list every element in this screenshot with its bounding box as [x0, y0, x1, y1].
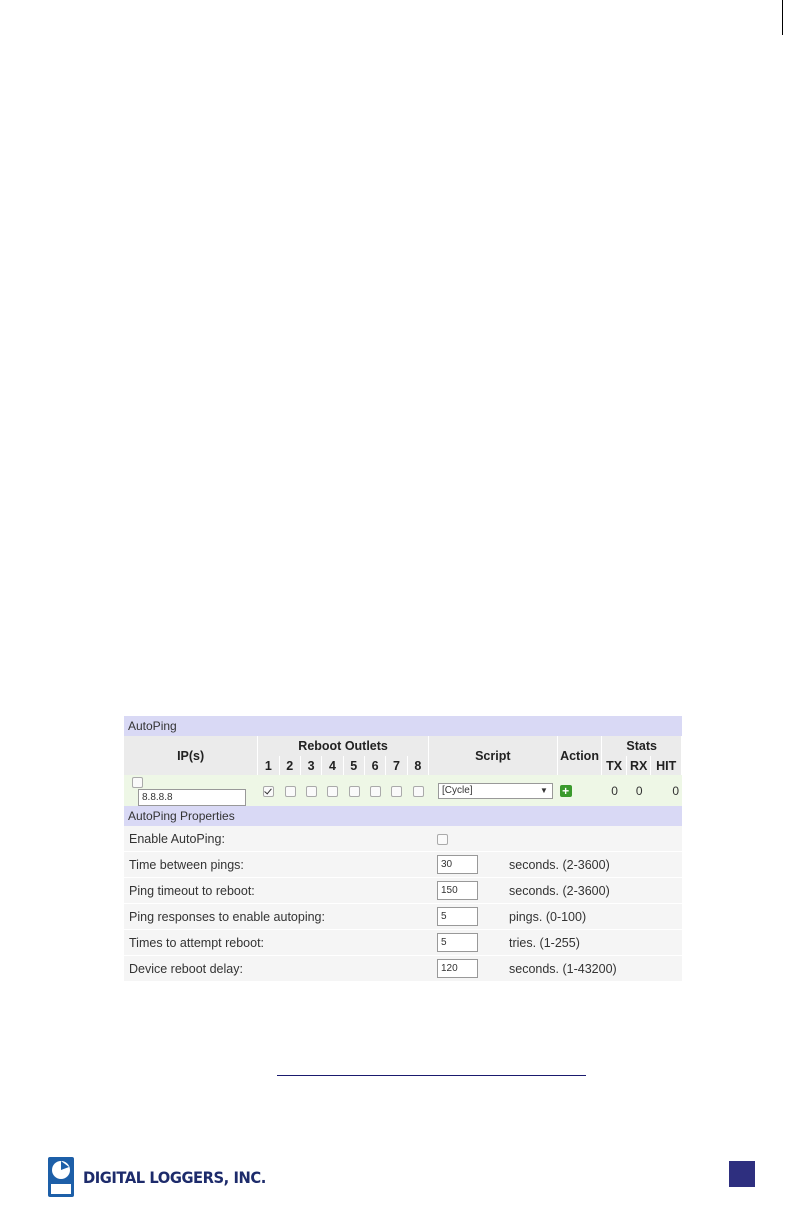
dropdown-arrow-icon: ▼	[540, 785, 548, 795]
property-unit: seconds. (2-3600)	[509, 852, 682, 878]
autoping-title: AutoPing	[124, 716, 682, 736]
property-label: Ping responses to enable autoping:	[124, 904, 437, 930]
outlet-checkbox-1[interactable]	[263, 786, 274, 797]
action-header: Action	[558, 736, 603, 775]
rx-value: 0	[627, 775, 652, 806]
script-select-value: [Cycle]	[441, 784, 473, 796]
property-label: Times to attempt reboot:	[124, 930, 437, 956]
property-label: Time between pings:	[124, 852, 437, 878]
ping-responses-input[interactable]: 5	[437, 907, 478, 926]
outlet-checkbox-6[interactable]	[370, 786, 381, 797]
reboot-outlets-header: Reboot Outlets	[258, 736, 429, 756]
outlet-header-5: 5	[344, 756, 365, 775]
outlet-header-4: 4	[322, 756, 343, 775]
ip-input[interactable]: 8.8.8.8	[138, 789, 246, 806]
property-unit: tries. (1-255)	[509, 930, 682, 956]
property-row	[124, 956, 682, 982]
ip-cell	[124, 775, 258, 806]
script-select[interactable]	[438, 783, 553, 799]
property-unit: seconds. (1-43200)	[509, 956, 682, 982]
property-row	[124, 904, 682, 930]
property-unit: seconds. (2-3600)	[509, 878, 682, 904]
property-label: Device reboot delay:	[124, 956, 437, 982]
property-row	[124, 878, 682, 904]
rx-header: RX	[627, 756, 652, 775]
outlet-checkbox-2[interactable]	[285, 786, 296, 797]
tx-header: TX	[602, 756, 627, 775]
dli-logo-icon	[47, 1156, 75, 1198]
enable-autoping-row	[124, 826, 682, 852]
enable-autoping-checkbox[interactable]	[437, 834, 448, 845]
script-header: Script	[429, 736, 558, 775]
link-underline	[277, 1075, 586, 1076]
autoping-row	[124, 775, 682, 806]
company-name: DIGITAL LOGGERS, INC.	[83, 1167, 266, 1187]
property-row	[124, 852, 682, 878]
outlet-header-8: 8	[408, 756, 429, 775]
properties-table	[124, 826, 682, 982]
enable-autoping-label: Enable AutoPing:	[124, 826, 437, 852]
company-logo	[47, 1156, 282, 1198]
outlet-header-1: 1	[258, 756, 279, 775]
outlet-checkbox-4[interactable]	[327, 786, 338, 797]
outlet-checkbox-8[interactable]	[413, 786, 424, 797]
stats-header: Stats	[602, 736, 682, 756]
outlet-header-2: 2	[280, 756, 301, 775]
outlet-header-7: 7	[386, 756, 407, 775]
reboot-delay-input[interactable]: 120	[437, 959, 478, 978]
page-number-box	[729, 1161, 755, 1187]
property-unit: pings. (0-100)	[509, 904, 682, 930]
outlet-checkbox-5[interactable]	[349, 786, 360, 797]
reboot-attempts-input[interactable]: 5	[437, 933, 478, 952]
tx-value: 0	[602, 775, 627, 806]
autoping-table	[124, 736, 682, 806]
outlet-header-6: 6	[365, 756, 386, 775]
hit-header: HIT	[651, 756, 682, 775]
property-row	[124, 930, 682, 956]
outlet-checkbox-3[interactable]	[306, 786, 317, 797]
add-plus-icon[interactable]: +	[560, 785, 572, 797]
properties-title: AutoPing Properties	[124, 806, 682, 826]
time-between-pings-input[interactable]: 30	[437, 855, 478, 874]
outlet-checkbox-7[interactable]	[391, 786, 402, 797]
outlet-header-3: 3	[301, 756, 322, 775]
autoping-panel	[124, 716, 682, 982]
hit-value: 0	[651, 775, 682, 806]
property-label: Ping timeout to reboot:	[124, 878, 437, 904]
row-select-checkbox[interactable]	[132, 777, 143, 788]
ips-header: IP(s)	[124, 736, 258, 775]
ping-timeout-input[interactable]: 150	[437, 881, 478, 900]
